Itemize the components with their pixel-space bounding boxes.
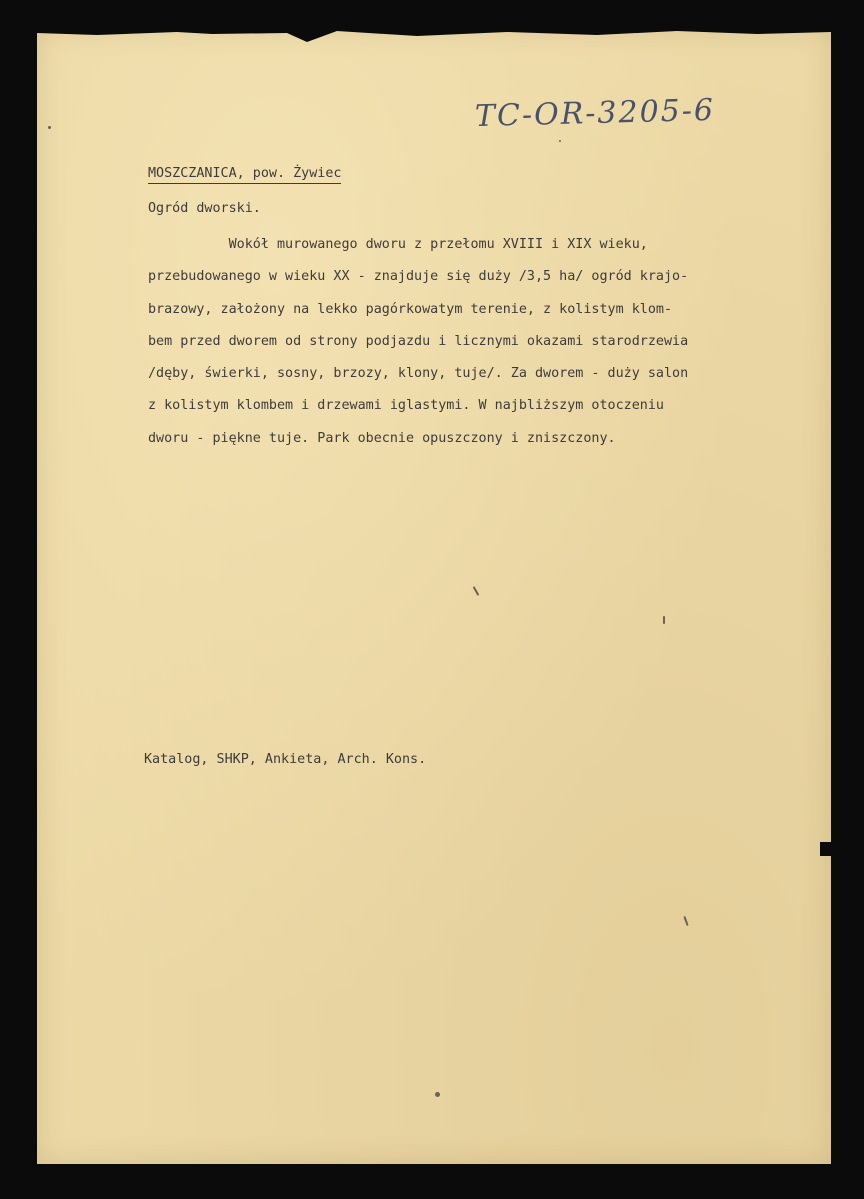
paper-speck	[683, 916, 688, 926]
document-subheading: Ogród dworski.	[148, 201, 261, 216]
body-line: Wokół murowanego dworu z przełomu XVIII i XIX wieku,	[148, 237, 648, 252]
paper-speck	[663, 616, 665, 624]
body-line: przebudowanego w wieku XX - znajduje się duży /3,5 ha/ ogród krajo-	[148, 269, 689, 285]
document-heading	[148, 166, 341, 181]
body-line: brazowy, założony na lekko pagórkowatym terenie, z kolistym klom-	[148, 301, 673, 317]
handwritten-catalog-number: TC-OR-3205-6	[474, 92, 716, 135]
heading-text: MOSZCZANICA, pow. Żywiec	[148, 166, 341, 184]
binder-clip-mark	[820, 842, 834, 856]
body-line: bem przed dworem od strony podjazdu i licznymi okazami starodrzewia	[148, 333, 689, 349]
document-sheet	[37, 28, 831, 1164]
body-line: z kolistym klombem i drzewami iglastymi. W najbliższym otoczeniu	[148, 398, 664, 414]
torn-top-edge	[37, 28, 831, 46]
body-line: dworu - piękne tuje. Park obecnie opuszczony i zniszczony.	[148, 430, 616, 446]
document-body	[148, 229, 828, 455]
source-reference: Katalog, SHKP, Ankieta, Arch. Kons.	[144, 752, 427, 767]
paper-speck	[48, 126, 51, 129]
paper-speck	[473, 586, 480, 596]
paper-speck	[435, 1092, 440, 1097]
body-line: /dęby, świerki, sosny, brzozy, klony, tuje/. Za dworem - duży salon	[148, 366, 689, 382]
paper-speck	[559, 140, 561, 142]
